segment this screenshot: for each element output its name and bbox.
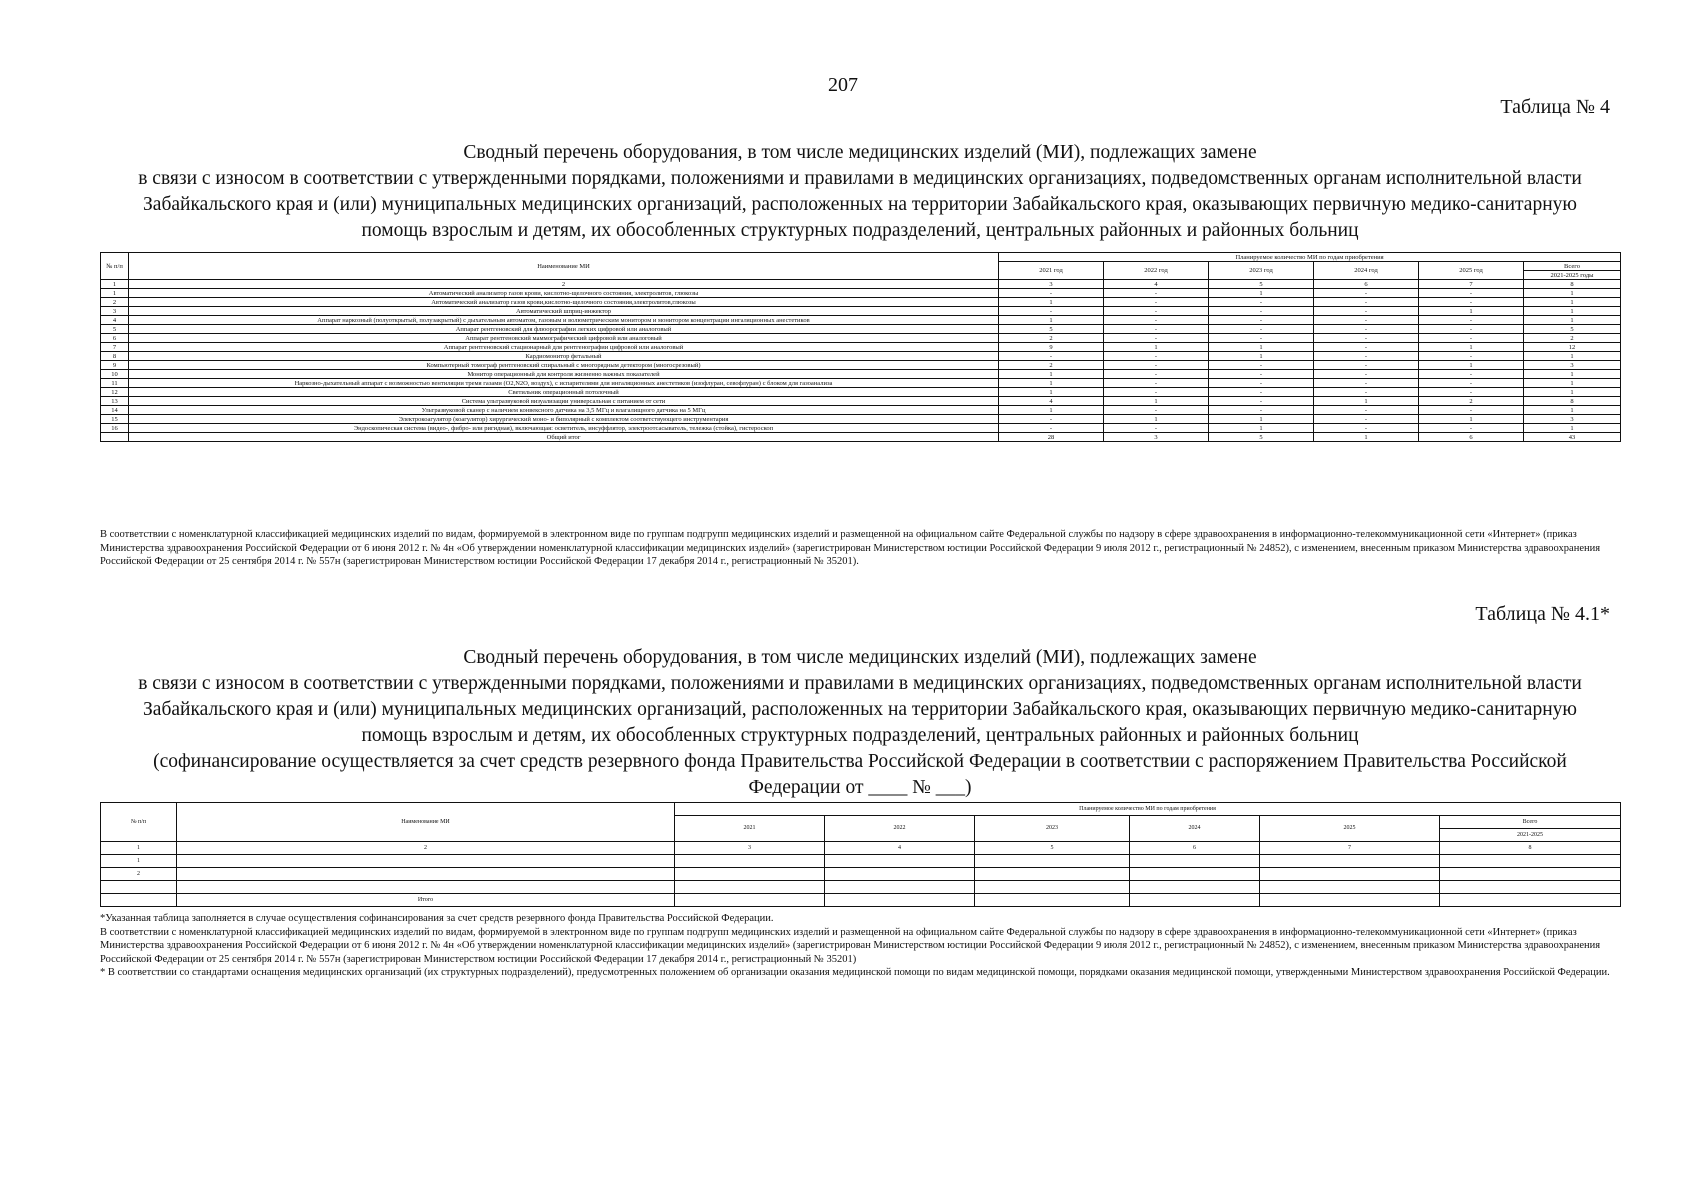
table-row xyxy=(101,352,1621,361)
table-4 xyxy=(100,252,1621,442)
header-year: 2022 год xyxy=(1104,262,1209,280)
header-year: 2025 xyxy=(1260,816,1440,842)
total-value xyxy=(1130,894,1260,907)
quantity-cell: - xyxy=(1209,361,1314,370)
device-name: Ультразвуковой сканер с наличием конвексного датчика на 3,5 МГц и влагалищного датчика на 5 МГц xyxy=(129,406,999,415)
quantity-cell: 1 xyxy=(999,316,1104,325)
quantity-cell: - xyxy=(1419,388,1524,397)
quantity-cell: 1 xyxy=(999,388,1104,397)
quantity-cell: - xyxy=(1314,298,1419,307)
column-number: 6 xyxy=(1314,280,1419,289)
quantity-cell: - xyxy=(1419,289,1524,298)
header-total-range: 2021-2025 xyxy=(1440,829,1621,842)
total-value: 28 xyxy=(999,433,1104,442)
quantity-cell xyxy=(675,881,825,894)
quantity-cell: - xyxy=(1209,316,1314,325)
row-number: 16 xyxy=(101,424,129,433)
header-year: 2023 xyxy=(975,816,1130,842)
device-name xyxy=(177,881,675,894)
quantity-cell: - xyxy=(1419,334,1524,343)
device-name: Наркозно-дыхательный аппарат с возможностью вентиляции тремя газами (О2,N2O, воздух), с испарителями для ингаляционных анестетиков (изофлуран, севофлуран) с блоком для газоанализа xyxy=(129,379,999,388)
row-number: 9 xyxy=(101,361,129,370)
quantity-cell: - xyxy=(1104,316,1209,325)
device-name: Автоматический анализатор газов крови,кислотно-щелочного состояния,электролитов,глюкозы xyxy=(129,298,999,307)
row-number: 2 xyxy=(101,298,129,307)
quantity-cell: - xyxy=(1314,334,1419,343)
row-number: 12 xyxy=(101,388,129,397)
quantity-cell: 1 xyxy=(1419,307,1524,316)
quantity-cell: 3 xyxy=(1524,361,1621,370)
total-row xyxy=(101,894,1621,907)
column-number: 4 xyxy=(1104,280,1209,289)
quantity-cell: 1 xyxy=(1209,415,1314,424)
table-4-1-notes xyxy=(100,912,1620,980)
quantity-cell xyxy=(975,881,1130,894)
header-year: 2025 год xyxy=(1419,262,1524,280)
quantity-cell: - xyxy=(1314,289,1419,298)
total-value: 3 xyxy=(1104,433,1209,442)
header-planned: Планируемое количество МИ по годам приобретения xyxy=(999,253,1621,262)
quantity-cell: 2 xyxy=(1524,334,1621,343)
device-name: Аппарат рентгеновский для флюорографии легких цифровой или аналоговый xyxy=(129,325,999,334)
title-line: Забайкальского края и (или) муниципальных медицинских организаций, расположенных на территории Забайкальского края, оказывающих первичную медико-санитарную xyxy=(143,194,1577,215)
quantity-cell: - xyxy=(1314,307,1419,316)
column-number: 2 xyxy=(177,842,675,855)
table-4-1-title xyxy=(100,645,1620,801)
table-row xyxy=(101,325,1621,334)
total-num-cell xyxy=(101,894,177,907)
table-4-title xyxy=(100,140,1620,244)
table-row xyxy=(101,868,1621,881)
total-value xyxy=(1440,894,1621,907)
device-name: Светильник операционный потолочный xyxy=(129,388,999,397)
total-num-cell xyxy=(101,433,129,442)
quantity-cell: 1 xyxy=(1524,379,1621,388)
column-number: 6 xyxy=(1130,842,1260,855)
table-row xyxy=(101,424,1621,433)
total-value xyxy=(675,894,825,907)
device-name: Электрокоагулятор (коагулятор) хирургический моно- и биполярный с комплектом соответствующего инструментария xyxy=(129,415,999,424)
quantity-cell xyxy=(675,868,825,881)
page-number: 207 xyxy=(828,74,858,96)
quantity-cell: 2 xyxy=(999,361,1104,370)
total-value: 1 xyxy=(1314,433,1419,442)
quantity-cell: 1 xyxy=(1104,415,1209,424)
quantity-cell: 1 xyxy=(1524,406,1621,415)
quantity-cell xyxy=(1130,855,1260,868)
table-row xyxy=(101,406,1621,415)
column-number: 4 xyxy=(825,842,975,855)
quantity-cell: - xyxy=(1419,316,1524,325)
row-number xyxy=(101,881,177,894)
table-row xyxy=(101,334,1621,343)
quantity-cell: - xyxy=(1104,298,1209,307)
title-line: (софинансирование осуществляется за счет средств резервного фонда Правительства Российской Федерации в соответствии с распоряжением Правительства Российской xyxy=(153,751,1567,772)
table-row xyxy=(101,881,1621,894)
total-value: 5 xyxy=(1209,433,1314,442)
note-line: * В соответствии со стандартами оснащения медицинских организаций (их структурных подразделений), предусмотренных положением об организации оказания медицинской помощи по видам медицинской помощи, порядками оказания медицинской помощи, утвержденными Министерством здравоохранения Российской Федерации. xyxy=(100,967,1610,978)
quantity-cell: - xyxy=(1314,388,1419,397)
column-number: 3 xyxy=(999,280,1104,289)
header-year: 2021 xyxy=(675,816,825,842)
quantity-cell: 2 xyxy=(1419,397,1524,406)
header-planned: Планируемое количество МИ по годам приобретения xyxy=(675,803,1621,816)
quantity-cell: - xyxy=(1104,289,1209,298)
quantity-cell: - xyxy=(999,289,1104,298)
row-number: 11 xyxy=(101,379,129,388)
quantity-cell: - xyxy=(1314,361,1419,370)
device-name xyxy=(177,855,675,868)
column-number: 5 xyxy=(975,842,1130,855)
quantity-cell: - xyxy=(1419,379,1524,388)
table-row xyxy=(101,855,1621,868)
title-line: помощь взрослым и детям, их обособленных структурных подразделений, центральных районных и районных больниц xyxy=(361,725,1359,746)
total-label: Итого xyxy=(177,894,675,907)
quantity-cell: - xyxy=(1104,352,1209,361)
table-row xyxy=(101,316,1621,325)
column-number-row xyxy=(101,842,1621,855)
quantity-cell: - xyxy=(1419,424,1524,433)
row-number: 6 xyxy=(101,334,129,343)
title-line: Забайкальского края и (или) муниципальных медицинских организаций, расположенных на территории Забайкальского края, оказывающих первичную медико-санитарную xyxy=(143,699,1577,720)
total-value xyxy=(825,894,975,907)
quantity-cell: 1 xyxy=(1524,298,1621,307)
header-year: 2022 xyxy=(825,816,975,842)
quantity-cell: - xyxy=(1104,424,1209,433)
table-4-note: В соответствии с номенклатурной классификацией медицинских изделий по видам, формируемой в электронном виде по группам подгрупп медицинских изделий и размещенной на официальном сайте Федеральной службы по надзору в сфере здравоохранения в информационно-телекоммуникационной сети «Интернет» (приказ Министерства здравоохранения Российской Федерации от 6 июня 2012 г. № 4н «Об утверждении номенклатурной классификации медицинских изделий» (зарегистрирован Министерством юстиции Российской Федерации 9 июля 2012 г., регистрационный № 24852), с изменением, внесенным приказом Министерства здравоохранения Российской Федерации от 25 сентября 2014 г. № 557н (зарегистрирован Министерством юстиции Российской Федерации 17 декабря 2014 г., регистрационный № 35201). xyxy=(100,529,1601,567)
device-name xyxy=(177,868,675,881)
quantity-cell: - xyxy=(1209,298,1314,307)
table-row xyxy=(101,415,1621,424)
header-total: Всего xyxy=(1524,262,1621,271)
quantity-cell: 1 xyxy=(1524,289,1621,298)
quantity-cell xyxy=(975,868,1130,881)
header-year: 2021 год xyxy=(999,262,1104,280)
total-row xyxy=(101,433,1621,442)
quantity-cell: - xyxy=(999,352,1104,361)
column-number: 7 xyxy=(1419,280,1524,289)
row-number: 5 xyxy=(101,325,129,334)
quantity-cell: - xyxy=(1314,370,1419,379)
title-line: в связи с износом в соответствии с утвержденными порядками, положениями и правилами в медицинских организациях, подведомственных органам исполнительной власти xyxy=(138,168,1582,189)
column-number-row xyxy=(101,280,1621,289)
quantity-cell: - xyxy=(1314,415,1419,424)
header-year: 2024 xyxy=(1130,816,1260,842)
device-name: Аппарат рентгеновский маммографический цифровой или аналоговый xyxy=(129,334,999,343)
quantity-cell: 1 xyxy=(1209,352,1314,361)
header-num: № п/п xyxy=(101,253,129,280)
quantity-cell: 1 xyxy=(1209,343,1314,352)
row-number: 7 xyxy=(101,343,129,352)
column-number: 8 xyxy=(1524,280,1621,289)
header-name: Наименование МИ xyxy=(129,253,999,280)
quantity-cell: 1 xyxy=(1524,316,1621,325)
quantity-cell: 9 xyxy=(999,343,1104,352)
quantity-cell: - xyxy=(1419,352,1524,361)
quantity-cell xyxy=(1260,881,1440,894)
quantity-cell: - xyxy=(999,415,1104,424)
quantity-cell xyxy=(1440,855,1621,868)
title-line: Сводный перечень оборудования, в том числе медицинских изделий (МИ), подлежащих замене xyxy=(463,142,1257,163)
quantity-cell: 5 xyxy=(1524,325,1621,334)
header-year: 2023 год xyxy=(1209,262,1314,280)
quantity-cell: - xyxy=(1209,379,1314,388)
quantity-cell: 1 xyxy=(1524,370,1621,379)
device-name: Автоматический анализатор газов крови, кислотно-щелочного состояния, электролитов, глюкозы xyxy=(129,289,999,298)
quantity-cell: 1 xyxy=(1209,289,1314,298)
device-name: Монитор операционный для контроля жизненно важных показателей xyxy=(129,370,999,379)
quantity-cell: 2 xyxy=(999,334,1104,343)
quantity-cell: 1 xyxy=(1104,397,1209,406)
quantity-cell: - xyxy=(1104,379,1209,388)
quantity-cell: - xyxy=(1314,406,1419,415)
header-total-range: 2021-2025 годы xyxy=(1524,271,1621,280)
table-row xyxy=(101,361,1621,370)
quantity-cell: 12 xyxy=(1524,343,1621,352)
quantity-cell: - xyxy=(1104,325,1209,334)
row-number: 14 xyxy=(101,406,129,415)
quantity-cell xyxy=(1130,881,1260,894)
quantity-cell: - xyxy=(1104,361,1209,370)
quantity-cell xyxy=(825,868,975,881)
quantity-cell: 1 xyxy=(999,379,1104,388)
table-4-label: Таблица № 4 xyxy=(1500,96,1610,118)
quantity-cell: - xyxy=(1314,379,1419,388)
row-number: 15 xyxy=(101,415,129,424)
quantity-cell: 1 xyxy=(999,406,1104,415)
quantity-cell: - xyxy=(1314,352,1419,361)
total-value xyxy=(975,894,1130,907)
quantity-cell: - xyxy=(1104,334,1209,343)
table-row xyxy=(101,397,1621,406)
quantity-cell: - xyxy=(1209,388,1314,397)
quantity-cell: 1 xyxy=(1104,343,1209,352)
quantity-cell: 1 xyxy=(1419,343,1524,352)
quantity-cell: - xyxy=(999,424,1104,433)
quantity-cell xyxy=(1260,855,1440,868)
quantity-cell: 1 xyxy=(1524,388,1621,397)
quantity-cell xyxy=(1440,868,1621,881)
quantity-cell: - xyxy=(1104,406,1209,415)
quantity-cell: - xyxy=(1104,370,1209,379)
header-name: Наименование МИ xyxy=(177,803,675,842)
table-row xyxy=(101,379,1621,388)
column-number: 1 xyxy=(101,842,177,855)
device-name: Компьютерный томограф рентгеновский спиральный с многорядным детектором (многосрезовый) xyxy=(129,361,999,370)
column-number: 3 xyxy=(675,842,825,855)
quantity-cell: - xyxy=(1419,298,1524,307)
quantity-cell: 1 xyxy=(1209,424,1314,433)
column-number: 7 xyxy=(1260,842,1440,855)
table-row xyxy=(101,298,1621,307)
total-value xyxy=(1260,894,1440,907)
table-row xyxy=(101,289,1621,298)
title-line: помощь взрослым и детям, их обособленных структурных подразделений, центральных районных и районных больниц xyxy=(361,220,1359,241)
device-name: Эндоскопическая система (видео-, фибро- или ригидная), включающая: осветитель, инсуффлятор, электроотсасыватель, тележка (стойка), гистероскоп xyxy=(129,424,999,433)
quantity-cell: - xyxy=(1209,406,1314,415)
note-line: В соответствии с номенклатурной классификацией медицинских изделий по видам, формируемой в электронном виде по группам подгрупп медицинских изделий и размещенной на официальном сайте Федеральной службы по надзору в сфере здравоохранения в информационно-телекоммуникационной сети «Интернет» (приказ Министерства здравоохранения Российской Федерации от 6 июня 2012 г. № 4н «Об утверждении номенклатурной классификации медицинских изделий» (зарегистрирован Министерством юстиции Российской Федерации 9 июля 2012 г., регистрационный № 24852), с изменением, внесенным приказом Министерства здравоохранения Российской Федерации от 25 сентября 2014 г. № 557н (зарегистрирован Министерством юстиции Российской Федерации 17 декабря 2014 г., регистрационный № 35201) xyxy=(100,926,1601,965)
table-row xyxy=(101,343,1621,352)
header-year: 2024 год xyxy=(1314,262,1419,280)
quantity-cell xyxy=(675,855,825,868)
quantity-cell: - xyxy=(1209,307,1314,316)
device-name: Аппарат наркозный (полуоткрытый, полузакрытый) с дыхательным автоматом, газовым и волюметрическим монитором и монитором концентрации ингаляционных анестетиков xyxy=(129,316,999,325)
quantity-cell: 1 xyxy=(999,298,1104,307)
quantity-cell: - xyxy=(1209,325,1314,334)
column-number: 8 xyxy=(1440,842,1621,855)
total-value: 43 xyxy=(1524,433,1621,442)
row-number: 8 xyxy=(101,352,129,361)
device-name: Система ультразвуковой визуализации универсальная с питанием от сети xyxy=(129,397,999,406)
header-num: № п/п xyxy=(101,803,177,842)
table-row xyxy=(101,370,1621,379)
quantity-cell: 1 xyxy=(1419,415,1524,424)
column-number: 2 xyxy=(129,280,999,289)
note-line: *Указанная таблица заполняется в случае осуществления софинансирования за счет средств резервного фонда Правительства Российской Федерации. xyxy=(100,913,774,924)
column-number: 1 xyxy=(101,280,129,289)
quantity-cell xyxy=(1440,881,1621,894)
header-total: Всего xyxy=(1440,816,1621,829)
quantity-cell xyxy=(825,881,975,894)
device-name: Автоматический шприц-инжектор xyxy=(129,307,999,316)
quantity-cell xyxy=(825,855,975,868)
table-4-1 xyxy=(100,802,1621,907)
quantity-cell: - xyxy=(1104,388,1209,397)
quantity-cell: 1 xyxy=(1524,307,1621,316)
quantity-cell: - xyxy=(1209,397,1314,406)
quantity-cell: - xyxy=(1419,370,1524,379)
quantity-cell: - xyxy=(1419,325,1524,334)
total-value: 6 xyxy=(1419,433,1524,442)
device-name: Аппарат рентгеновский стационарный для рентгенографии цифровой или аналоговый xyxy=(129,343,999,352)
quantity-cell xyxy=(975,855,1130,868)
quantity-cell: 1 xyxy=(1419,361,1524,370)
total-label: Общий итог xyxy=(129,433,999,442)
quantity-cell: 8 xyxy=(1524,397,1621,406)
device-name: Кардиомонитор фетальный xyxy=(129,352,999,361)
row-number: 1 xyxy=(101,289,129,298)
row-number: 1 xyxy=(101,855,177,868)
quantity-cell: - xyxy=(1314,343,1419,352)
title-line: Федерации от ____ № ___) xyxy=(748,777,972,798)
quantity-cell: - xyxy=(1314,316,1419,325)
quantity-cell: - xyxy=(1314,325,1419,334)
quantity-cell xyxy=(1260,868,1440,881)
quantity-cell: 1 xyxy=(1524,424,1621,433)
row-number: 2 xyxy=(101,868,177,881)
row-number: 13 xyxy=(101,397,129,406)
row-number: 10 xyxy=(101,370,129,379)
quantity-cell: - xyxy=(1209,370,1314,379)
table-row xyxy=(101,388,1621,397)
title-line: в связи с износом в соответствии с утвержденными порядками, положениями и правилами в медицинских организациях, подведомственных органам исполнительной власти xyxy=(138,673,1582,694)
quantity-cell: - xyxy=(1104,307,1209,316)
row-number: 3 xyxy=(101,307,129,316)
quantity-cell: - xyxy=(999,307,1104,316)
quantity-cell: - xyxy=(1209,334,1314,343)
column-number: 5 xyxy=(1209,280,1314,289)
quantity-cell: 1 xyxy=(1314,397,1419,406)
table-4-1-label: Таблица № 4.1* xyxy=(1475,603,1610,625)
title-line: Сводный перечень оборудования, в том числе медицинских изделий (МИ), подлежащих замене xyxy=(463,647,1257,668)
quantity-cell: - xyxy=(1314,424,1419,433)
quantity-cell: 1 xyxy=(1524,352,1621,361)
row-number: 4 xyxy=(101,316,129,325)
quantity-cell: 4 xyxy=(999,397,1104,406)
quantity-cell: 1 xyxy=(999,370,1104,379)
quantity-cell: - xyxy=(1419,406,1524,415)
quantity-cell: 3 xyxy=(1524,415,1621,424)
quantity-cell: 5 xyxy=(999,325,1104,334)
quantity-cell xyxy=(1130,868,1260,881)
table-row xyxy=(101,307,1621,316)
